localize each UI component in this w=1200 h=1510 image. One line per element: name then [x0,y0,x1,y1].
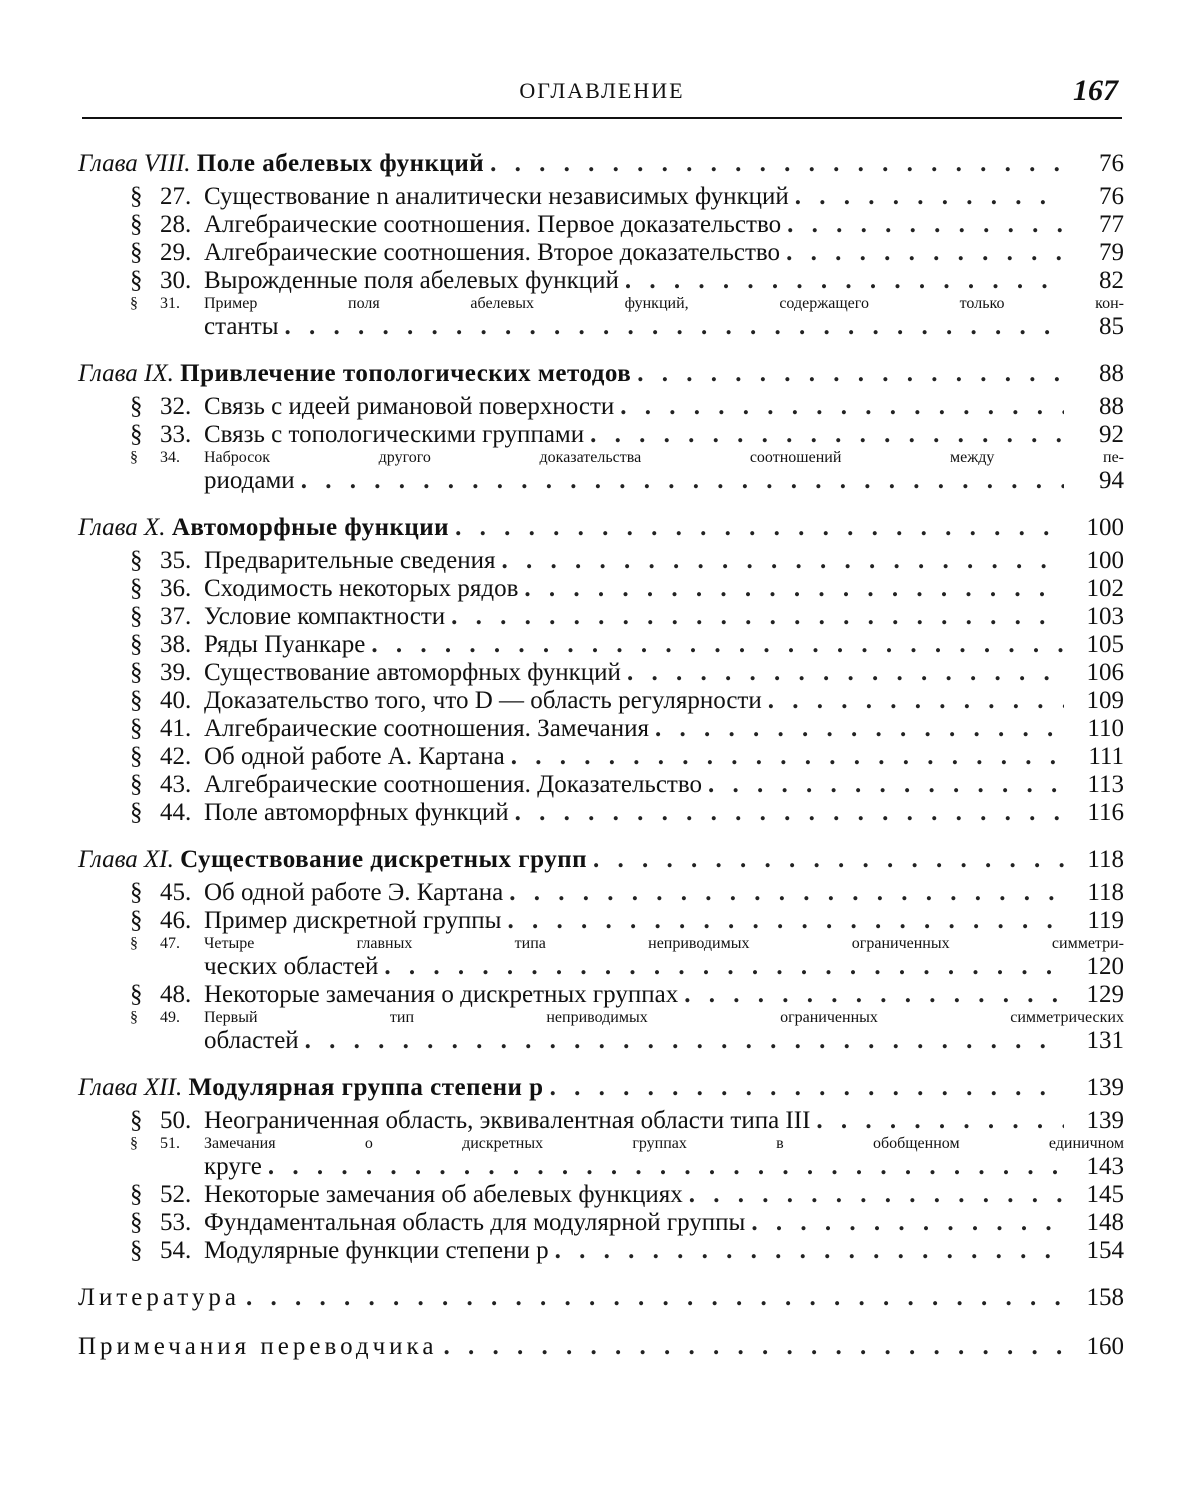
dot-leader [768,687,1064,714]
section-title: Существование n аналитически независимых функций [204,183,789,210]
section-number: 41. [160,715,192,742]
section-sign: § [130,879,143,906]
section-title: Некоторые замечания об абелевых функциях [204,1181,683,1208]
section-page: 145 [1086,1181,1124,1208]
section-sign: § [130,799,143,826]
dot-leader [689,1181,1064,1208]
chapter-entry [78,1074,1124,1101]
section-number: 35. [160,547,192,574]
section-sign: § [130,1209,143,1236]
section-title: Пример поля абелевых функций, содержащего только кон- [204,295,1124,312]
dot-leader [590,421,1064,448]
section-sign: § [130,687,143,714]
section-continuation [130,313,1124,340]
section-line [130,1009,1124,1027]
section-continuation [130,1153,1124,1180]
chapter-block [78,514,1124,826]
chapter-heading [78,360,631,387]
section-number: 39. [160,659,192,686]
section-page: 76 [1099,183,1124,210]
section-entry [78,1181,1124,1208]
section-continuation [130,1027,1124,1054]
dot-leader [555,1237,1064,1264]
section-title-cont: ческих областей [204,953,379,980]
section-sign: § [130,771,143,798]
section-entry [78,879,1124,906]
dot-leader [285,313,1064,340]
section-entry [78,603,1124,630]
dot-leader [625,267,1064,294]
dot-leader [655,715,1064,742]
section-title: Предварительные сведения [204,547,496,574]
chapter-entry [78,150,1124,177]
section-page: 113 [1087,771,1124,798]
chapter-title: Существование дискретных групп [180,846,588,873]
section-title-cont: станты [204,313,279,340]
dot-leader [620,393,1064,420]
chapter-page: 118 [1087,846,1124,873]
section-number: 44. [160,799,192,826]
section-title: Пример дискретной группы [204,907,502,934]
section-sign: § [130,1107,143,1134]
section-title: Первый тип неприводимых ограниченных симметрических [204,1009,1124,1026]
chapter-heading [78,514,449,541]
section-page: 79 [1099,239,1124,266]
section-entry [78,421,1124,448]
section-number: 52. [160,1181,192,1208]
section-heading [130,267,619,294]
section-title: Замечания о дискретных группах в обобщенном единичном [204,1135,1124,1152]
section-entry [78,1135,1124,1180]
section-sign: § [130,547,143,574]
section-page: 85 [1099,313,1124,340]
section-sign: § [130,631,143,658]
section-title-cont: областей [204,1027,299,1054]
section-number: 49. [160,1009,180,1026]
dot-leader [301,467,1064,494]
chapter-label: Глава X. [78,514,166,541]
section-heading [130,1209,745,1236]
section-heading [130,799,509,826]
section-number: 45. [160,879,192,906]
section-number: 33. [160,421,192,448]
section-sign: § [130,1237,143,1264]
chapter-title: Модулярная группа степени p [188,1074,544,1101]
section-line [130,295,1124,313]
chapter-title: Автоморфные функции [171,514,450,541]
section-heading [130,1107,810,1134]
section-entry [78,239,1124,266]
section-number: 31. [160,295,180,312]
section-number: 54. [160,1237,192,1264]
page-header [82,74,1122,112]
section-entry [78,267,1124,294]
section-heading [130,771,702,798]
section-sign: § [130,1135,138,1152]
section-continuation [130,953,1124,980]
section-entry [78,295,1124,340]
section-number: 40. [160,687,192,714]
section-entry [78,211,1124,238]
section-number: 50. [160,1107,192,1134]
section-page: 118 [1087,879,1124,906]
section-entry [78,715,1124,742]
dot-leader [751,1209,1064,1236]
chapter-page: 76 [1099,150,1124,177]
chapter-block [78,1074,1124,1264]
section-page: 116 [1087,799,1124,826]
dot-leader [511,743,1064,770]
section-sign: § [130,981,143,1008]
dot-leader [787,211,1064,238]
section-heading [130,211,781,238]
section-heading [130,743,505,770]
dot-leader [305,1027,1064,1054]
dot-leader [795,183,1064,210]
section-number: 53. [160,1209,192,1236]
dot-leader [708,771,1064,798]
dot-leader [490,150,1064,177]
section-entry [78,771,1124,798]
dot-leader [502,547,1064,574]
section-page: 77 [1099,211,1124,238]
section-page: 102 [1086,575,1124,602]
page-number: 167 [1073,74,1118,107]
chapter-block [78,150,1124,340]
section-number: 36. [160,575,192,602]
section-page: 111 [1088,743,1124,770]
section-page: 131 [1086,1027,1124,1054]
section-title: Алгебраические соотношения. Доказательство [204,771,702,798]
section-title: Алгебраические соотношения. Первое доказательство [204,211,782,238]
backmatter-title: Примечания переводчика [78,1333,438,1360]
section-entry [78,547,1124,574]
section-heading [130,631,365,658]
section-heading [130,879,503,906]
section-sign: § [130,575,143,602]
section-entry [78,1009,1124,1054]
section-title: Связь с идеей римановой поверхности [204,393,615,420]
section-page: 120 [1086,953,1124,980]
section-heading [130,981,678,1008]
dot-leader [507,907,1064,934]
section-number: 51. [160,1135,180,1152]
section-title: Некоторые замечания о дискретных группах [204,981,679,1008]
chapter-page: 88 [1099,360,1124,387]
section-number: 42. [160,743,192,770]
section-page: 119 [1087,907,1124,934]
section-sign: § [130,393,143,420]
section-number: 28. [160,211,192,238]
section-page: 88 [1099,393,1124,420]
section-page: 110 [1087,715,1124,742]
section-title: Набросок другого доказательства соотношений между пе- [204,449,1124,466]
dot-leader [371,631,1064,658]
section-sign: § [130,295,138,312]
section-heading [130,687,762,714]
chapter-heading [78,846,587,873]
backmatter-entry [78,1333,1124,1360]
section-title: Алгебраические соотношения. Второе доказательство [204,239,781,266]
section-title: Неограниченная область, эквивалентная области типа III [204,1107,811,1134]
chapter-page: 139 [1086,1074,1124,1101]
section-heading [130,603,445,630]
dot-leader [455,514,1064,541]
section-line [130,1135,1124,1153]
section-line [130,935,1124,953]
section-number: 30. [160,267,192,294]
section-page: 82 [1099,267,1124,294]
section-page: 106 [1086,659,1124,686]
section-number: 38. [160,631,192,658]
section-heading [130,547,496,574]
section-title: Доказательство того, что D — область регулярности [204,687,762,714]
section-heading [130,1237,549,1264]
dot-leader [627,659,1064,686]
chapter-entry [78,846,1124,873]
chapter-page: 100 [1086,514,1124,541]
section-heading [130,715,649,742]
section-number: 37. [160,603,192,630]
section-entry [78,743,1124,770]
section-title: Фундаментальная область для модулярной группы [204,1209,746,1236]
section-page: 105 [1086,631,1124,658]
header-rule [82,117,1122,119]
section-sign: § [130,421,143,448]
chapter-label: Глава IX. [78,360,174,387]
section-page: 139 [1086,1107,1124,1134]
dot-leader [816,1107,1064,1134]
running-title: ОГЛАВЛЕНИЕ [519,78,685,103]
backmatter-page: 158 [1086,1284,1124,1311]
section-sign: § [130,239,143,266]
section-entry [78,659,1124,686]
dot-leader [451,603,1064,630]
section-title: Существование автоморфных функций [204,659,621,686]
section-title: Ряды Пуанкаре [204,631,366,658]
dot-leader [509,879,1064,906]
section-sign: § [130,935,138,952]
section-title: Об одной работе Э. Картана [204,879,504,906]
section-page: 148 [1086,1209,1124,1236]
chapter-heading [78,150,484,177]
section-sign: § [130,1009,138,1026]
section-entry [78,1107,1124,1134]
chapter-title: Привлечение топологических методов [180,360,632,387]
chapter-title: Поле абелевых функций [196,150,485,177]
section-sign: § [130,743,143,770]
section-title: Связь с топологическими группами [204,421,585,448]
section-sign: § [130,603,143,630]
section-page: 154 [1086,1237,1124,1264]
section-title-cont: риодами [204,467,295,494]
section-page: 94 [1099,467,1124,494]
dot-leader [515,799,1064,826]
section-entry [78,907,1124,934]
dot-leader [246,1284,1064,1311]
section-entry [78,981,1124,1008]
dot-leader [268,1153,1064,1180]
section-number: 29. [160,239,192,266]
dot-leader [443,1333,1064,1360]
chapter-label: Глава XII. [78,1074,183,1101]
chapter-label: Глава XI. [78,846,174,873]
section-entry [78,575,1124,602]
section-line [130,449,1124,467]
chapter-entry [78,360,1124,387]
section-page: 100 [1086,547,1124,574]
section-entry [78,799,1124,826]
section-number: 34. [160,449,180,466]
section-heading [130,393,614,420]
backmatter-title: Литература [78,1284,240,1311]
section-sign: § [130,267,143,294]
section-number: 43. [160,771,192,798]
section-title: Поле автоморфных функций [204,799,509,826]
dot-leader [684,981,1064,1008]
dot-leader [637,360,1064,387]
section-number: 46. [160,907,192,934]
section-entry [78,687,1124,714]
section-page: 103 [1086,603,1124,630]
section-heading [130,907,501,934]
section-continuation [130,467,1124,494]
dot-leader [593,846,1064,873]
section-sign: § [130,183,143,210]
section-entry [78,183,1124,210]
chapter-heading [78,1074,544,1101]
table-of-contents [78,150,1124,1382]
section-sign: § [130,449,138,466]
section-title: Вырожденные поля абелевых функций [204,267,619,294]
chapter-block [78,360,1124,494]
section-sign: § [130,1181,143,1208]
section-page: 109 [1086,687,1124,714]
section-entry [78,449,1124,494]
section-heading [130,239,780,266]
section-title: Четыре главных типа неприводимых ограниченных симметри- [204,935,1124,952]
section-title: Условие компактности [204,603,446,630]
section-number: 27. [160,183,192,210]
backmatter [78,1284,1124,1360]
section-heading [130,575,518,602]
section-sign: § [130,907,143,934]
section-heading [130,421,584,448]
section-title: Модулярные функции степени p [204,1237,549,1264]
section-title-cont: круге [204,1153,262,1180]
section-heading [130,183,789,210]
section-heading [130,1181,683,1208]
section-entry [78,393,1124,420]
section-number: 47. [160,935,180,952]
dot-leader [786,239,1064,266]
dot-leader [384,953,1064,980]
backmatter-entry [78,1284,1124,1311]
backmatter-page: 160 [1086,1333,1124,1360]
section-entry [78,1209,1124,1236]
section-sign: § [130,715,143,742]
section-number: 48. [160,981,192,1008]
section-entry [78,935,1124,980]
section-entry [78,631,1124,658]
section-sign: § [130,211,143,238]
section-page: 92 [1099,421,1124,448]
section-entry [78,1237,1124,1264]
section-number: 32. [160,393,192,420]
section-page: 143 [1086,1153,1124,1180]
section-title: Об одной работе А. Картана [204,743,505,770]
chapter-label: Глава VIII. [78,150,191,177]
section-title: Сходимость некоторых рядов [204,575,519,602]
dot-leader [550,1074,1064,1101]
section-heading [130,659,621,686]
dot-leader [524,575,1064,602]
chapter-block [78,846,1124,1054]
section-page: 129 [1086,981,1124,1008]
section-sign: § [130,659,143,686]
section-title: Алгебраические соотношения. Замечания [204,715,650,742]
chapter-entry [78,514,1124,541]
